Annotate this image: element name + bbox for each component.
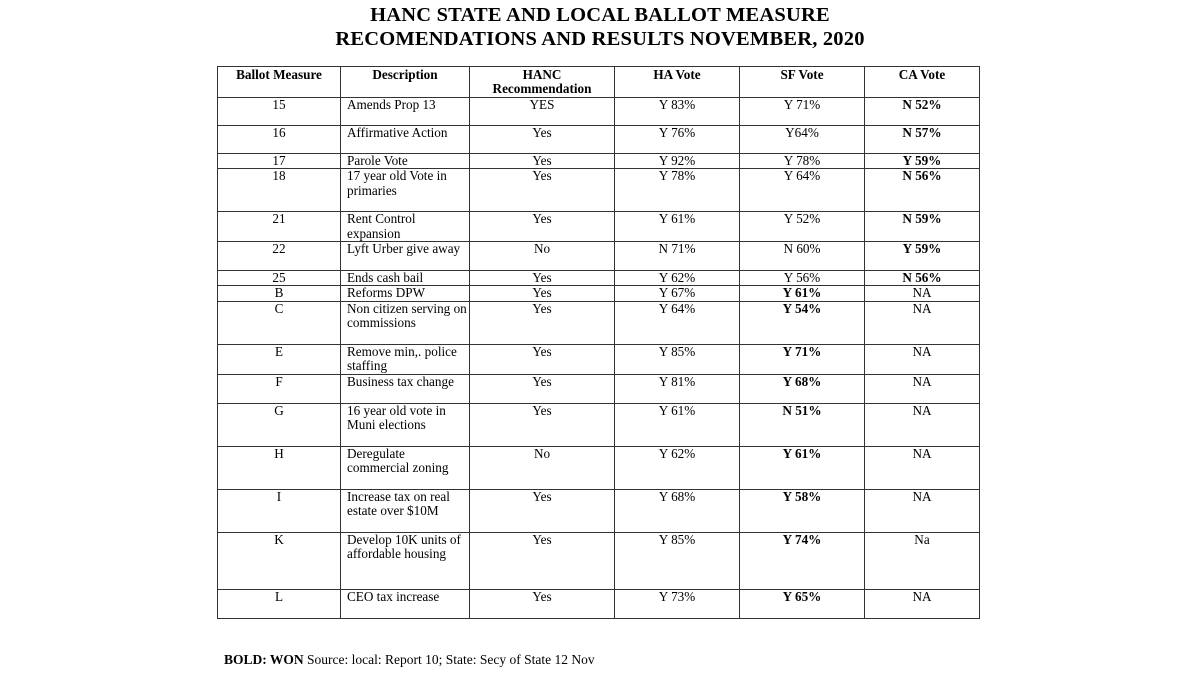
cell-description: Reforms DPW [341,286,470,301]
cell-description: Non citizen serving on commissions [341,301,470,344]
document-title [0,3,1200,51]
cell-ha-vote: Y 83% [615,97,740,125]
cell-ca-vote: Y 59% [865,153,980,168]
table-row [218,403,980,446]
table-row [218,532,980,589]
table-row [218,446,980,489]
cell-description: 16 year old vote in Muni elections [341,403,470,446]
cell-ca-vote: NA [865,489,980,532]
footer-source: Source: local: Report 10; State: Secy of State 12 Nov [303,652,595,667]
cell-ca-vote: N 59% [865,212,980,242]
header-sf-vote: SF Vote [740,67,865,98]
table-row [218,301,980,344]
cell-description: 17 year old Vote in primaries [341,169,470,212]
ballot-measures-table [217,66,980,619]
header-ballot-measure: Ballot Measure [218,67,341,98]
cell-ha-vote: Y 78% [615,169,740,212]
cell-ballot-measure: B [218,286,341,301]
cell-ballot-measure: 17 [218,153,341,168]
header-description: Description [341,67,470,98]
cell-description: Rent Control expansion [341,212,470,242]
cell-hanc-recommendation: Yes [470,532,615,589]
cell-description: Parole Vote [341,153,470,168]
cell-sf-vote: Y 74% [740,532,865,589]
cell-description: Affirmative Action [341,125,470,153]
cell-sf-vote: Y 65% [740,589,865,618]
cell-ca-vote: N 52% [865,97,980,125]
cell-sf-vote: Y 61% [740,286,865,301]
cell-description: Ends cash bail [341,271,470,286]
cell-sf-vote: Y 71% [740,344,865,374]
cell-sf-vote: N 60% [740,242,865,271]
cell-ballot-measure: 22 [218,242,341,271]
cell-ca-vote: NA [865,446,980,489]
table-row [218,97,980,125]
cell-hanc-recommendation: Yes [470,403,615,446]
table-body [218,97,980,618]
table-row [218,125,980,153]
cell-description: Deregulate commercial zoning [341,446,470,489]
cell-sf-vote: Y 64% [740,169,865,212]
table-row [218,242,980,271]
cell-ha-vote: Y 85% [615,532,740,589]
title-line-1: HANC STATE AND LOCAL BALLOT MEASURE [370,4,830,26]
cell-hanc-recommendation: Yes [470,489,615,532]
cell-hanc-recommendation: Yes [470,344,615,374]
cell-hanc-recommendation: YES [470,97,615,125]
cell-ha-vote: Y 62% [615,271,740,286]
cell-ha-vote: Y 76% [615,125,740,153]
cell-ha-vote: Y 67% [615,286,740,301]
table-row [218,286,980,301]
table-row [218,489,980,532]
cell-hanc-recommendation: No [470,242,615,271]
cell-ca-vote: NA [865,301,980,344]
cell-sf-vote: Y 52% [740,212,865,242]
cell-ballot-measure: 16 [218,125,341,153]
table-row [218,344,980,374]
cell-ballot-measure: G [218,403,341,446]
cell-description: Amends Prop 13 [341,97,470,125]
cell-ha-vote: Y 61% [615,403,740,446]
cell-hanc-recommendation: Yes [470,125,615,153]
cell-ballot-measure: F [218,374,341,403]
title-line-2: RECOMENDATIONS AND RESULTS NOVEMBER, 2020 [335,28,865,50]
table-row [218,374,980,403]
cell-ca-vote: NA [865,374,980,403]
table-row [218,212,980,242]
footer-note [224,652,595,668]
cell-ca-vote: NA [865,286,980,301]
cell-ca-vote: Y 59% [865,242,980,271]
table-row [218,169,980,212]
cell-ballot-measure: H [218,446,341,489]
cell-ca-vote: N 57% [865,125,980,153]
cell-sf-vote: Y 71% [740,97,865,125]
table-row [218,153,980,168]
cell-ballot-measure: 15 [218,97,341,125]
table-row [218,589,980,618]
cell-ha-vote: Y 64% [615,301,740,344]
cell-ballot-measure: I [218,489,341,532]
cell-description: Remove min,. police staffing [341,344,470,374]
cell-ha-vote: Y 61% [615,212,740,242]
footer-legend: BOLD: WON [224,652,304,667]
table-row [218,271,980,286]
cell-hanc-recommendation: No [470,446,615,489]
cell-ha-vote: Y 73% [615,589,740,618]
cell-hanc-recommendation: Yes [470,169,615,212]
cell-ca-vote: N 56% [865,169,980,212]
cell-hanc-recommendation: Yes [470,589,615,618]
cell-hanc-recommendation: Yes [470,301,615,344]
cell-sf-vote: Y64% [740,125,865,153]
cell-description: Lyft Urber give away [341,242,470,271]
cell-sf-vote: Y 54% [740,301,865,344]
cell-sf-vote: Y 56% [740,271,865,286]
cell-ballot-measure: 21 [218,212,341,242]
cell-ballot-measure: E [218,344,341,374]
cell-description: Business tax change [341,374,470,403]
cell-hanc-recommendation: Yes [470,286,615,301]
cell-ballot-measure: C [218,301,341,344]
cell-sf-vote: Y 61% [740,446,865,489]
cell-sf-vote: Y 58% [740,489,865,532]
cell-ca-vote: N 56% [865,271,980,286]
cell-hanc-recommendation: Yes [470,212,615,242]
header-ca-vote: CA Vote [865,67,980,98]
cell-ballot-measure: L [218,589,341,618]
cell-ca-vote: NA [865,589,980,618]
cell-sf-vote: Y 68% [740,374,865,403]
cell-ha-vote: Y 85% [615,344,740,374]
cell-ha-vote: Y 92% [615,153,740,168]
cell-ca-vote: NA [865,344,980,374]
cell-ha-vote: N 71% [615,242,740,271]
header-hanc-recommendation: HANC Recommendation [470,67,615,98]
header-ha-vote: HA Vote [615,67,740,98]
cell-ha-vote: Y 62% [615,446,740,489]
cell-ballot-measure: 18 [218,169,341,212]
cell-sf-vote: N 51% [740,403,865,446]
cell-ha-vote: Y 68% [615,489,740,532]
cell-description: Develop 10K units of affordable housing [341,532,470,589]
cell-ha-vote: Y 81% [615,374,740,403]
cell-description: CEO tax increase [341,589,470,618]
cell-ballot-measure: 25 [218,271,341,286]
cell-description: Increase tax on real estate over $10M [341,489,470,532]
cell-ca-vote: NA [865,403,980,446]
cell-sf-vote: Y 78% [740,153,865,168]
cell-hanc-recommendation: Yes [470,271,615,286]
cell-ballot-measure: K [218,532,341,589]
cell-hanc-recommendation: Yes [470,374,615,403]
cell-ca-vote: Na [865,532,980,589]
table-header-row [218,67,980,98]
cell-hanc-recommendation: Yes [470,153,615,168]
